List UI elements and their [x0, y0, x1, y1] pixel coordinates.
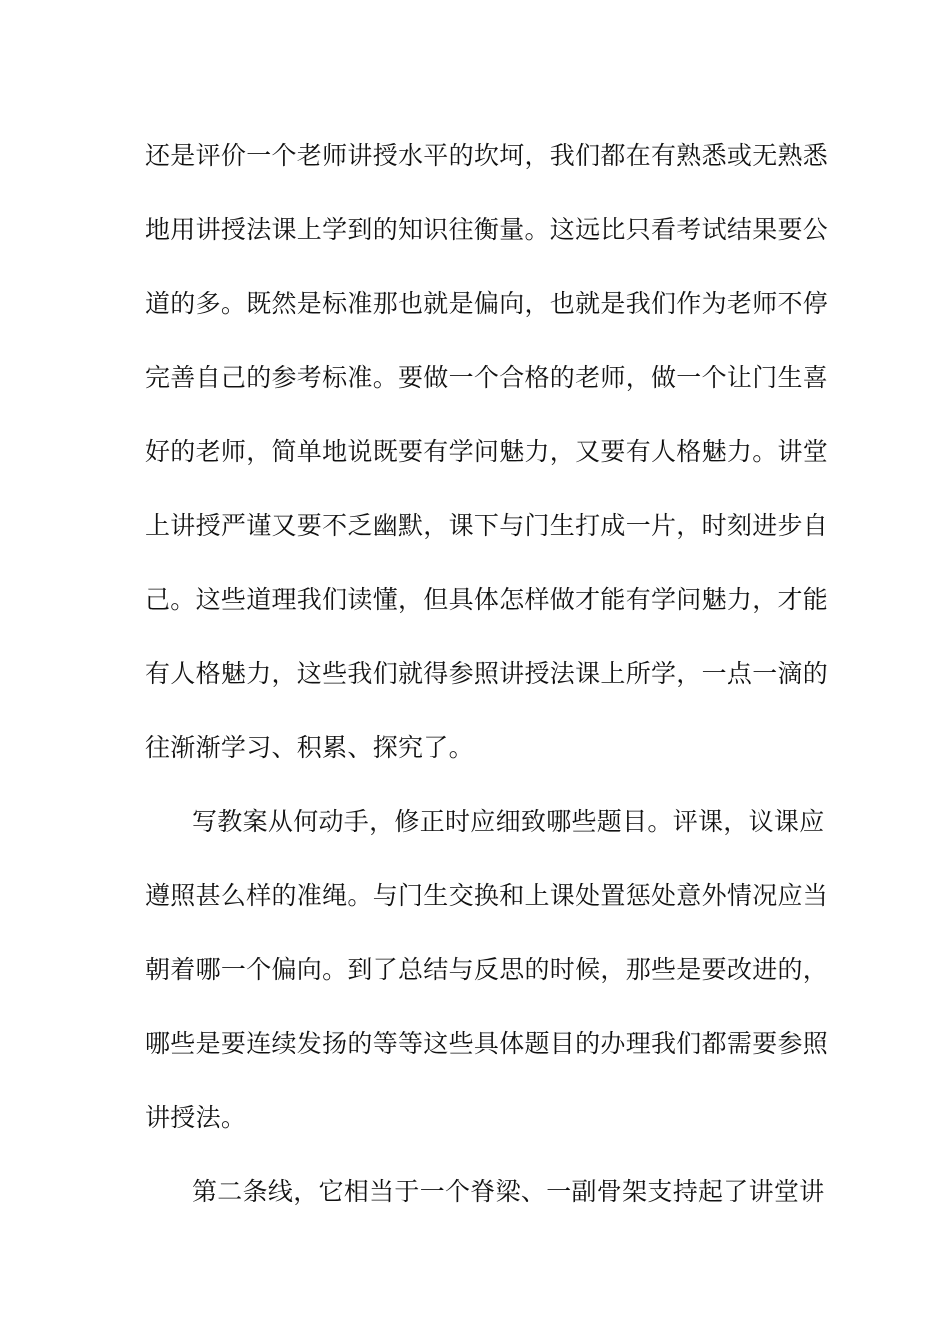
text-line: 朝着哪一个偏向。到了总结与反思的时候，那些是要改进的，	[145, 955, 829, 984]
text-line: 有人格魅力，这些我们就得参照讲授法课上所学，一点一滴的	[145, 659, 829, 688]
text-line: 好的老师，简单地说既要有学问魅力，又要有人格魅力。讲堂	[145, 437, 829, 466]
text-line: 讲授法。	[145, 1103, 247, 1132]
text-line: 还是评价一个老师讲授水平的坎坷，我们都在有熟悉或无熟悉	[145, 141, 829, 170]
text-line: 往渐渐学习、积累、探究了。	[145, 733, 474, 762]
text-line: 哪些是要连续发扬的等等这些具体题目的办理我们都需要参照	[145, 1029, 829, 1058]
text-line: 道的多。既然是标准那也就是偏向，也就是我们作为老师不停	[145, 289, 829, 318]
paragraph-first-line: 第二条线，它相当于一个脊梁、一副骨架支持起了讲堂讲	[192, 1177, 825, 1206]
text-line: 遵照甚么样的准绳。与门生交换和上课处置惩处意外情况应当	[145, 881, 829, 910]
text-line: 上讲授严谨又要不乏幽默，课下与门生打成一片，时刻进步自	[145, 511, 829, 540]
text-line: 完善自己的参考标准。要做一个合格的老师，做一个让门生喜	[145, 363, 829, 392]
text-line: 己。这些道理我们读懂，但具体怎样做才能有学问魅力，才能	[145, 585, 829, 614]
paragraph-first-line: 写教案从何动手，修正时应细致哪些题目。评课，议课应	[192, 807, 825, 836]
text-line: 地用讲授法课上学到的知识往衡量。这远比只看考试结果要公	[145, 215, 829, 244]
